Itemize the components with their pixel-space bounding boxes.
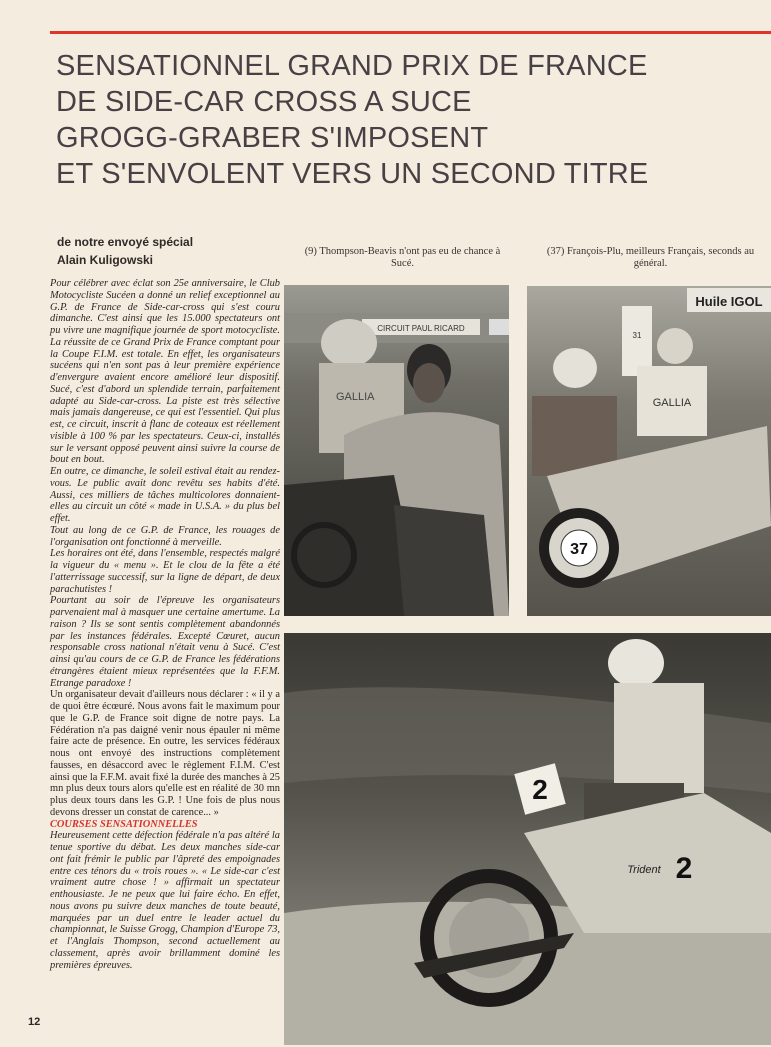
byline: [57, 233, 193, 269]
sidecar-number-plate: 37: [570, 541, 588, 558]
article-paragraph-4: Les horaires ont été, dans l'ensemble, respectés malgré la vigueur du « menu ». Et le clou de la fête a été l'atterrissage successif, sur la ligne de départ, de deux parachutistes !: [50, 548, 280, 595]
photo-grogg-graber: [284, 633, 771, 1045]
page-number: 12: [28, 1016, 41, 1028]
article-paragraph-1: Pour célébrer avec éclat son 25e anniversaire, le Club Motocycliste Sucéen a donné un relief exceptionnel au G.P. de France de Side-car-cross qui s'est couru dimanche. C'est ainsi que les 15.000 spectateurs ont pu vivre une magnifique journée de sport motocycliste. La réussite de ce Grand Prix de France comptant pour la Coupe F.I.M. est totale. En effet, les organisateurs sucéens qui n'en sont pas à leur première expérience d'envergure avaient encore amélioré leur dispositif. Sucé, c'est d'abord un splendide terrain, parfaitement adapté au Side-car-cross. La piste est très sélective mais jamais dangereuse, ce qui est l'essentiel. Qui plus est, ce circuit, inscrit à flanc de coteaux est réellement visible à 100 % par les spectateurs. Ceux-ci, installés sur le versant opposé peuvent ainsi suivre la course de bout en bout.: [50, 278, 280, 466]
photo-caption-2: (37) François-Plu, meilleurs Français, seconds au général.: [546, 246, 755, 269]
headline-line-3: GROGG-GRABER S'IMPOSENT: [56, 122, 489, 154]
sponsor-banner-text: Huile IGOL: [695, 294, 763, 309]
headline-line-1: SENSATIONNEL GRAND PRIX DE FRANCE: [56, 50, 648, 82]
article-paragraph-7: Heureusement cette défection fédérale n'a pas altéré la tenue sportive du débat. Les deux manches side-car ont fait frémir le public par l'âpreté des empoignades entre ces ténors du « trois roues ». « Le side-car c'est vraiment autre chose ! » affirmait un spectateur enthousiaste. Je ne peux que lui faire écho. En effet, nous avons pu suivre deux manches de toute beauté, marquées par un duel entre le leader actuel du championnat, le Suisse Grogg, Champion d'Europe 73, et l'Anglais Thompson, second actuellement au classement, après avoir brillamment dominé les premières épreuves.: [50, 830, 280, 971]
headline-line-2: DE SIDE-CAR CROSS A SUCE: [56, 86, 472, 118]
sidecar-brand-text: Trident: [627, 864, 661, 876]
photo-caption-1: (9) Thompson-Beavis n'ont pas eu de chance à Sucé.: [304, 246, 501, 269]
front-number-plate: 2: [532, 774, 548, 805]
circuit-banner-text: CIRCUIT PAUL RICARD: [377, 324, 465, 333]
headline-line-4: ET S'ENVOLENT VERS UN SECOND TITRE: [56, 158, 649, 190]
byline-author: Alain Kuligowski: [57, 253, 154, 267]
article-subhead: COURSES SENSATIONNELLES: [50, 818, 198, 830]
article-paragraph-6: Un organisateur devait d'ailleurs nous déclarer : « il y a de quoi être écœuré. Nous avons fait le maximum pour que le G.P. de France soit digne de notre pays. La Fédération n'a pas daigné venir nous épauler ni même faire acte de présence. En outre, les services fédéraux nous ont envoyé des instructions complètement fausses, en désaccord avec le règlement F.I.M. C'est ainsi que la F.F.M. avait fixé la durée des manches à 25 mn plus deux tours alors qu'elle est en réalité de 30 mn plus deux tours dans les G.P. ! Une fois de plus nous devons dresser un constat de carence... »: [50, 689, 280, 818]
byline-role: de notre envoyé spécial: [57, 235, 194, 249]
rider-vest-text-1: GALLIA: [336, 391, 375, 403]
side-number-plate: 2: [675, 852, 693, 885]
rider-vest-text-2: GALLIA: [652, 397, 692, 409]
article-paragraph-5: Pourtant au soir de l'épreuve les organisateurs parvenaient mal à masquer une certaine amertume. La raison ? Ils se sont sentis complètement abandonnés par les instances fédérales. Excepté Cœuret, aucun responsable cross national n'était venu à Sucé. C'est ainsi qu'au cours de ce G.P. de France les fédérations étrangères étaient mieux représentées que la F.F.M. Etrange paradoxe !: [50, 595, 280, 689]
top-red-rule: [50, 31, 771, 34]
article-paragraph-2: En outre, ce dimanche, le soleil estival était au rendez-vous. Le public avait donc revêtu ses habits d'été. Aussi, ces milliers de tâches multicolores donnaient-elles au circuit un côté « made in U.S.A. » du plus bel effet.: [50, 466, 280, 524]
headline: [56, 48, 756, 192]
photo-thompson-beavis: [284, 285, 509, 616]
photo-francois-plu: [527, 286, 771, 616]
official-number: 31: [632, 331, 642, 340]
article-body: [50, 278, 280, 971]
article-paragraph-3: Tout au long de ce G.P. de France, les rouages de l'organisation ont fonctionné à merveille.: [50, 524, 280, 548]
